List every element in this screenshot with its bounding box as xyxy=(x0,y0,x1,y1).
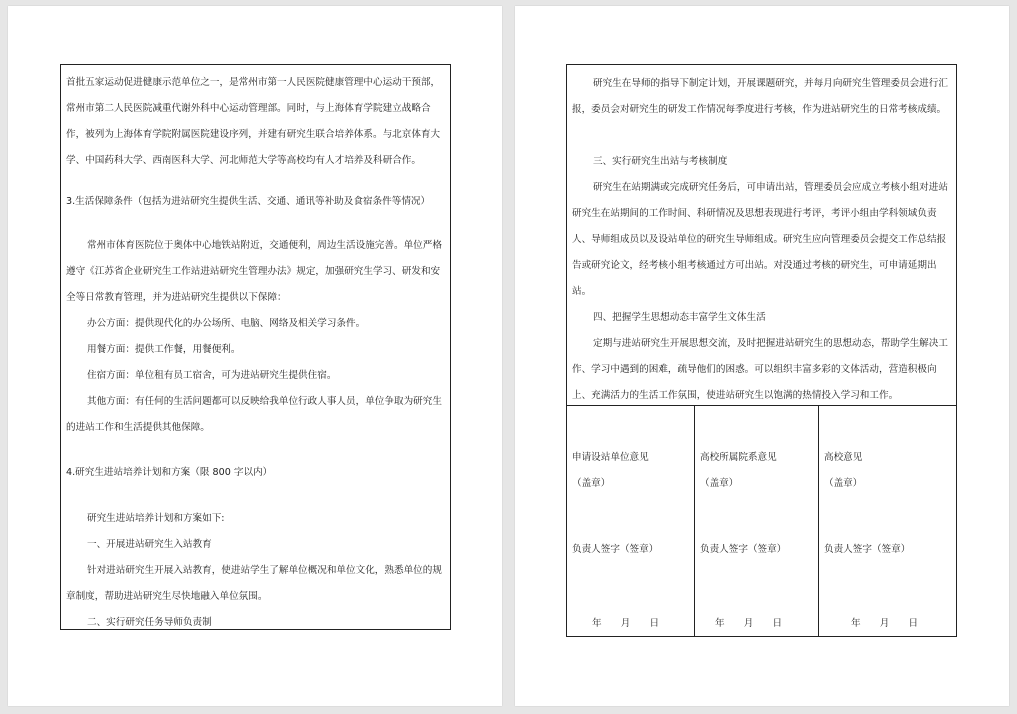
cell-signer: 负责人签字（签章） xyxy=(572,544,659,555)
paragraph-housing: 住宿方面：单位租有员工宿舍，可为进站研究生提供住宿。 xyxy=(87,370,337,381)
cell-title: 高校所属院系意见 xyxy=(700,452,777,463)
table-divider xyxy=(567,405,956,406)
section-heading-living: 3.生活保障条件（包括为进站研究生提供生活、交通、通讯等补助及食宿条件等情况） xyxy=(66,196,431,207)
heading-mentor-responsibility: 二、实行研究任务导师负责制 xyxy=(87,617,212,628)
cell-seal: （盖章） xyxy=(572,478,611,489)
paragraph-plan-intro: 研究生进站培养计划和方案如下: xyxy=(87,513,225,524)
column-divider-2 xyxy=(818,405,819,636)
paragraph-entry-education: 针对进站研究生开展入站教育，使进站学生了解单位概况和单位文化，熟悉单位的规章制度，帮助进站研究生尽快地融入单位氛围。 xyxy=(66,565,442,602)
cell-date: 年 月 日 xyxy=(592,618,660,629)
cell-title: 申请设站单位意见 xyxy=(572,452,649,463)
cell-title: 高校意见 xyxy=(824,452,863,463)
heading-student-life: 四、把握学生思想动态丰富学生文体生活 xyxy=(593,312,766,323)
column-divider-1 xyxy=(694,405,695,636)
heading-exit-assessment: 三、实行研究生出站与考核制度 xyxy=(593,156,728,167)
cell-seal: （盖章） xyxy=(700,478,739,489)
cell-seal: （盖章） xyxy=(824,478,863,489)
paragraph-other: 其他方面：有任何的生活问题都可以反映给我单位行政人事人员，单位争取为研究生的进站工作和生活提供其他保障。 xyxy=(66,396,442,433)
paragraph-meals: 用餐方面：提供工作餐，用餐便利。 xyxy=(87,344,241,355)
paragraph-partners: 首批五家运动促进健康示范单位之一，是常州市第一人民医院健康管理中心运动干预部，常州市第二人民医院减重代谢外科中心运动管理部。同时，与上海体育学院建立战略合作，被列为上海体育学院附属医院建设序列，并建有研究生联合培养体系。与北京体育大学、中国药科大学、西南医科大学、河北师范大学等高校均有人才培养及科研合作。 xyxy=(66,77,441,166)
paragraph-location: 常州市体育医院位于奥体中心地铁站附近，交通便利，周边生活设施完善。单位严格遵守《江苏省企业研究生工作站进站研究生管理办法》规定，加强研究生学习、研发和安全等日常教育管理，并为进站研究生提供以下保障： xyxy=(66,240,442,303)
cell-date: 年 月 日 xyxy=(715,618,783,629)
paragraph-mentor-plan: 研究生在导师的指导下制定计划，开展课题研究，并每月向研究生管理委员会进行汇报，委员会对研究生的研发工作情况每季度进行考核，作为进站研究生的日常考核成绩。 xyxy=(572,78,948,115)
paragraph-office: 办公方面：提供现代化的办公场所、电脑、网络及相关学习条件。 xyxy=(87,318,366,329)
cell-date: 年 月 日 xyxy=(851,618,919,629)
document-page-right xyxy=(515,6,1009,706)
paragraph-exit-assessment: 研究生在站期满或完成研究任务后，可申请出站，管理委员会应成立考核小组对进站研究生在站期间的工作时间、科研情况及思想表现进行考评，考评小组由学科领域负责人、导师组成员以及设站单位的研究生导师组成。研究生应向管理委员会提交工作总结报告或研究论文，经考核小组考核通过方可出站。对没通过考核的研究生，可申请延期出站。 xyxy=(572,182,948,297)
heading-entry-education: 一、开展进站研究生入站教育 xyxy=(87,539,212,550)
section-heading-plan: 4.研究生进站培养计划和方案（限 800 字以内） xyxy=(66,467,273,478)
cell-signer: 负责人签字（签章） xyxy=(824,544,911,555)
document-page-left xyxy=(8,6,502,706)
form-table-left xyxy=(60,64,451,630)
form-table-right xyxy=(566,64,957,637)
paragraph-student-life: 定期与进站研究生开展思想交流，及时把握进站研究生的思想动态，帮助学生解决工作、学习中遇到的困难，疏导他们的困惑。可以组织丰富多彩的文体活动，营造积极向上、充满活力的生活工作氛围，使进站研究生以饱满的热情投入学习和工作。 xyxy=(572,338,948,401)
cell-signer: 负责人签字（签章） xyxy=(700,544,787,555)
